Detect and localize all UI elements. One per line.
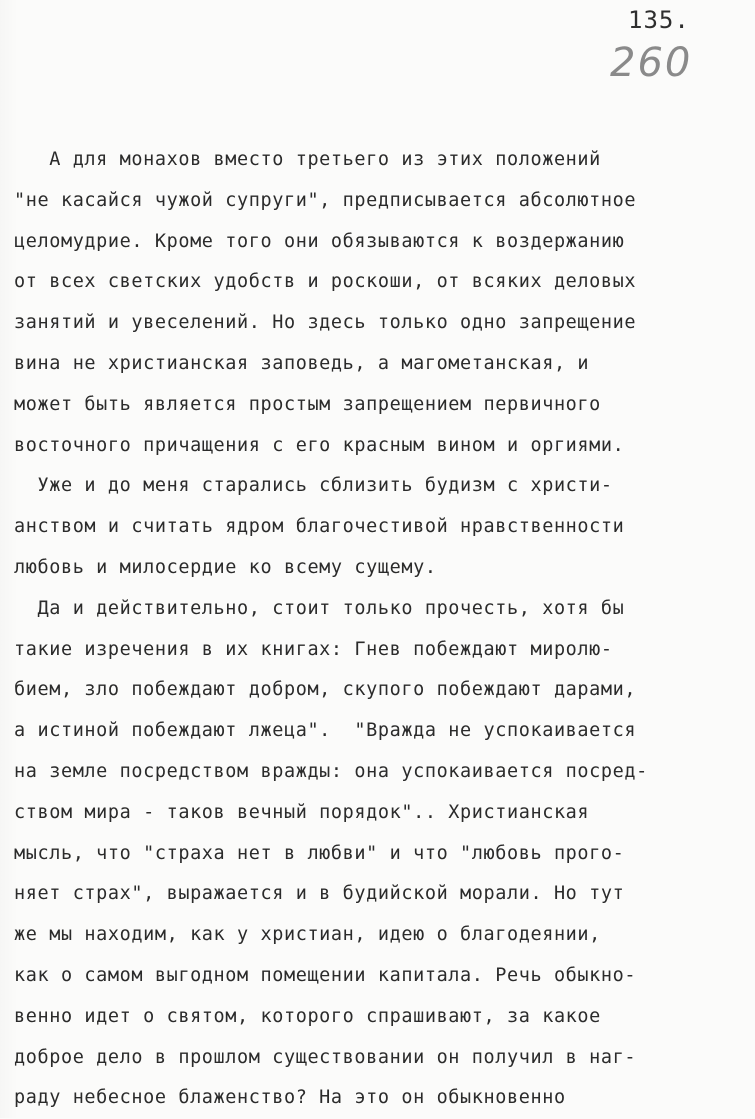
text-line: няет страх", выражается и в будийской морали. Но тут — [14, 883, 625, 905]
text-line: как о самом выгодном помещении капитала. Речь обыкно- — [14, 964, 637, 986]
text-line: бием, зло побеждают добром, скупого побеждают дарами, — [14, 679, 637, 701]
text-line: занятий и увеселений. Но здесь только одно запрещение — [14, 312, 637, 334]
text-line: такие изречения в их книгах: Гнев побеждают миролю- — [14, 638, 613, 660]
text-line: может быть является простым запрещением первичного — [14, 393, 601, 415]
text-line: венно идет о святом, которого спрашивают, за какое — [14, 1005, 601, 1027]
text-line: на земле посредством вражды: она успокаивается посред- — [14, 760, 648, 782]
text-line: "не касайся чужой супруги", предписывается абсолютное — [14, 189, 637, 211]
text-line: любовь и милосердие ко всему сущему. — [14, 556, 437, 578]
text-line: Уже и до меня старались сблизить будизм с христи- — [14, 475, 613, 497]
text-line: же мы находим, как у христиан, идею о благодеянии, — [14, 924, 601, 946]
text-line: а истиной побеждают лжеца". "Вражда не успокаивается — [14, 720, 637, 742]
text-line: раду небесное блаженство? На это он обыкновенно — [14, 1087, 566, 1109]
text-line: вина не христианская заповедь, а магометанская, и — [14, 352, 590, 374]
text-line: от всех светских удобств и роскоши, от всяких деловых — [14, 271, 637, 293]
text-line: доброе дело в прошлом существовании он получил в наг- — [14, 1046, 637, 1068]
text-line: восточного причащения с его красным вином и оргиями. — [14, 434, 625, 456]
text-line: А для монахов вместо третьего из этих положений — [14, 149, 601, 170]
text-line: целомудрие. Кроме того они обязываются к воздержанию — [14, 230, 625, 252]
page-number: 135. — [628, 6, 690, 34]
handwritten-archive-number: 260 — [610, 40, 693, 86]
text-line: мысль, что "страха нет в любви" и что "любовь прого- — [14, 842, 625, 864]
text-line: ством мира - таков вечный порядок".. Христианская — [14, 801, 590, 823]
typewritten-body — [14, 140, 742, 1119]
text-line: анством и считать ядром благочестивой нравственности — [14, 516, 625, 538]
text-line: Да и действительно, стоит только прочесть, хотя бы — [14, 597, 625, 619]
